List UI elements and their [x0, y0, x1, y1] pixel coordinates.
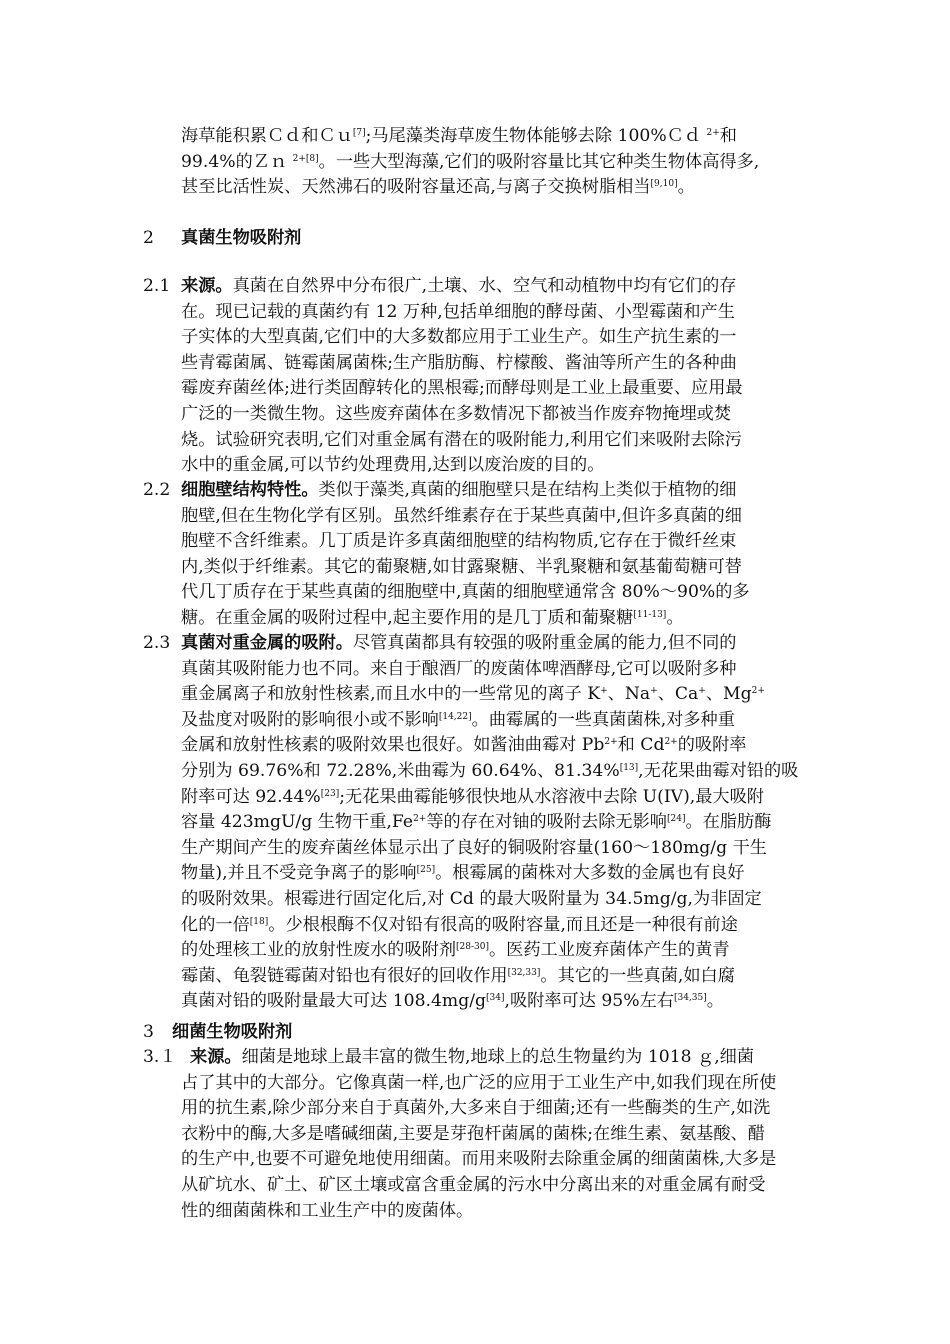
text-line — [181, 861, 744, 887]
text-segment: 。一些大型海藻,它们的吸附容量比其它种类生物体高得多, — [318, 151, 760, 172]
text-line — [181, 989, 724, 1015]
text-segment: 的处理核工业的放射性废水的吸附剂 — [181, 940, 457, 961]
text-line — [181, 887, 762, 913]
text-line — [181, 325, 736, 351]
text-segment: 、Na — [607, 684, 651, 705]
text-segment: 衣粉中的酶,大多是嗜碱细菌,主要是芽孢杆菌属的菌株;在维生素、氨基酸、醋 — [181, 1123, 765, 1144]
text-line — [181, 657, 736, 683]
superscript: [32,33] — [507, 967, 541, 978]
text-segment: 细菌是地球上最丰富的微生物,地球上的总生物量约为 1018 ｇ,细菌 — [241, 1047, 755, 1067]
text-segment: 。在脂肪酶 — [685, 812, 772, 833]
text-segment: 、Mg — [705, 684, 752, 705]
text-segment: 烧。试验研究表明,它们对重金属有潜在的吸附能力,利用它们来吸附去除污 — [181, 429, 742, 450]
text-line — [190, 1045, 754, 1071]
superscript: + — [600, 686, 608, 697]
text-line — [181, 964, 735, 990]
superscript: 2+ — [706, 128, 720, 138]
text-segment: ,无花果曲霉对铅的吸 — [638, 761, 799, 781]
text-segment: 真菌在自然界中分布很广,土壤、水、空气和动植物中均有它们的存 — [232, 276, 737, 296]
text-segment: 。 — [706, 991, 724, 1012]
text-line — [181, 810, 771, 836]
text-line — [181, 376, 743, 402]
text-line — [181, 1122, 765, 1148]
text-segment: 。 — [677, 177, 695, 198]
section-3-title: 细菌生物吸附剂 — [172, 1022, 293, 1042]
text-segment: 类似于藻类,真菌的细胞壁只是在结构上类似于植物的细 — [318, 480, 737, 500]
text-line — [181, 1096, 770, 1122]
text-segment: 真菌对铅的吸附量最大可达 108.4mg/g — [181, 991, 487, 1012]
text-line — [181, 606, 684, 632]
text-line — [181, 300, 735, 326]
subsection-number: 2.1 — [143, 276, 171, 296]
text-line — [181, 504, 742, 530]
text-segment: 从矿坑水、矿土、矿区土壤或富含重金属的污水中分离出来的对重金属有耐受 — [181, 1175, 766, 1195]
superscript: 2+ — [413, 814, 427, 825]
text-segment: 重金属离子和放射性核素,而且水中的一些常见的离子 K — [181, 684, 601, 705]
text-segment: 。医药工业废弃菌体产生的黄青 — [488, 940, 730, 961]
text-segment: 霉废弃菌丝体;进行类固醇转化的黑根霉;而酵母则是工业上最重要、应用最 — [181, 378, 743, 399]
superscript: [14,22] — [438, 711, 472, 722]
text-segment: 、Ca — [657, 684, 699, 705]
text-segment: 代几丁质存在于某些真菌的细胞壁中,真菌的细胞壁通常含 80%～90%的多 — [181, 582, 750, 603]
superscript: 2+ — [604, 737, 618, 748]
superscript: [13] — [619, 763, 639, 773]
text-line — [181, 631, 736, 657]
superscript: [7] — [352, 128, 366, 138]
text-line — [181, 555, 742, 581]
superscript: 2+ — [664, 737, 678, 748]
subsection-number: 2.2 — [143, 480, 171, 500]
text-segment: 和 Cd — [617, 735, 665, 756]
subsection-lead: 来源。 — [190, 1047, 242, 1067]
subsection-number: 3.１ — [143, 1047, 177, 1067]
text-segment: 的吸附率 — [677, 735, 747, 756]
text-segment: 99.4%的Ｚｎ — [181, 151, 293, 172]
text-segment: 。少根根酶不仅对铅有很高的吸附容量,而且还是一种很有前途 — [268, 914, 738, 935]
superscript: [18] — [249, 916, 269, 927]
subsection-number: 2.3 — [143, 633, 171, 653]
text-line — [181, 785, 764, 811]
text-segment: 广泛的一类微生物。这些废弃菌体在多数情况下都被当作废弃物掩埋或焚 — [181, 404, 732, 424]
text-line — [181, 124, 737, 150]
text-segment: 金属和放射性核素的吸附效果也很好。如酱油曲霉对 Pb — [181, 735, 605, 756]
text-segment: 容量 423mgU/g 生物干重,Fe — [181, 812, 414, 833]
text-segment: 。曲霉属的一些真菌菌株,对多种重 — [471, 709, 735, 730]
superscript: 2+ — [751, 686, 765, 697]
superscript: [25] — [416, 865, 436, 876]
text-line — [181, 1147, 776, 1173]
text-line — [181, 1199, 473, 1225]
text-line — [181, 529, 736, 555]
text-segment: ;无花果曲霉能够很快地从水溶液中去除 U(IV),最大吸附 — [339, 786, 764, 807]
subsection-lead: 真菌对重金属的吸附。 — [181, 633, 353, 653]
text-segment: 等的存在对铀的吸附去除无影响 — [426, 812, 667, 833]
text-segment: 在。现已记载的真菌约有 12 万种,包括单细胞的酵母菌、小型霉菌和产生 — [181, 301, 735, 322]
text-line — [181, 836, 767, 862]
superscript: [23] — [320, 788, 340, 799]
text-segment: 尽管真菌都具有较强的吸附重金属的能力,但不同的 — [352, 633, 737, 653]
text-segment: 海草能积累Ｃｄ和Ｃｕ — [181, 126, 353, 146]
text-line — [181, 175, 695, 201]
text-segment: 用的抗生素,除少部分来自于真菌外,大多来自于细菌;还有一些酶类的生产,如洗 — [181, 1098, 771, 1119]
superscript: [24] — [666, 814, 686, 825]
text-line — [181, 759, 798, 785]
superscript: [34] — [486, 993, 505, 1004]
text-line — [181, 453, 604, 479]
section-2-title: 真菌生物吸附剂 — [181, 228, 302, 248]
superscript: [9,10] — [650, 179, 678, 190]
text-segment: 生产期间产生的废弃菌丝体显示出了良好的铜吸附容量(160～180mg/g 干生 — [181, 837, 767, 858]
text-segment: 。其它的一些真菌,如白腐 — [540, 965, 735, 986]
text-segment: 的吸附效果。根霉进行固定化后,对 Cd 的最大吸附量为 34.5mg/g,为非固定 — [181, 889, 762, 909]
text-segment: 物量),并且不受竞争离子的影响 — [181, 863, 417, 884]
superscript: + — [650, 686, 658, 697]
text-line — [181, 274, 736, 300]
text-segment: 内,类似于纤维素。其它的葡聚糖,如甘露聚糖、半乳聚糖和氨基葡萄糖可替 — [181, 556, 742, 577]
text-segment: 甚至比活性炭、天然沸石的吸附容量还高,与离子交换树脂相当 — [181, 177, 651, 198]
superscript: [34,35] — [673, 993, 707, 1004]
text-segment: ,吸附率可达 95%左右 — [504, 991, 674, 1012]
text-segment: 附率可达 92.44% — [181, 786, 321, 807]
superscript: [11-13] — [633, 610, 667, 620]
text-line — [181, 1173, 765, 1199]
text-line — [181, 580, 750, 606]
text-line — [181, 913, 738, 939]
text-line — [181, 708, 735, 734]
text-line — [181, 402, 731, 428]
subsection-lead: 细胞壁结构特性。 — [181, 480, 319, 500]
text-line — [181, 938, 730, 964]
section-3-number: 3 — [143, 1022, 154, 1042]
text-line — [181, 478, 736, 504]
text-segment: 真菌其吸附能力也不同。来自于酿酒厂的废菌体啤酒酵母,它可以吸附多种 — [181, 658, 737, 679]
text-segment: 霉菌、龟裂链霉菌对铅也有很好的回收作用 — [181, 965, 508, 986]
text-segment: 子实体的大型真菌,它们中的大多数都应用于工业生产。如生产抗生素的一 — [181, 327, 737, 348]
text-segment: 水中的重金属,可以节约处理费用,达到以废治废的目的。 — [181, 455, 605, 476]
text-line — [181, 428, 742, 454]
text-segment: 及盐度对吸附的影响很小或不影响 — [181, 709, 439, 730]
text-segment: 的生产中,也要不可避免地使用细菌。而用来吸附去除重金属的细菌菌株,大多是 — [181, 1149, 777, 1170]
text-line — [181, 150, 759, 176]
text-segment: 些青霉菌属、链霉菌属菌株;生产脂肪酶、柠檬酸、酱油等所产生的各种曲 — [181, 352, 737, 373]
text-line — [181, 682, 765, 708]
text-segment: 糖。在重金属的吸附过程中,起主要作用的是几丁质和葡聚糖 — [181, 608, 634, 628]
text-line — [181, 351, 737, 377]
text-segment: 性的细菌菌株和工业生产中的废菌体。 — [181, 1200, 474, 1221]
text-segment: 。 — [666, 608, 684, 628]
superscript: 2+[8] — [292, 153, 319, 164]
text-segment: ;马尾藻类海草废生物体能够去除 100%Ｃｄ — [365, 126, 707, 146]
text-segment: 胞壁不含纤维素。几丁质是许多真菌细胞壁的结构物质,它存在于微纤丝束 — [181, 531, 737, 552]
text-line — [181, 733, 747, 759]
section-2-number: 2 — [143, 228, 154, 248]
text-segment: 分别为 69.76%和 72.28%,米曲霉为 60.64%、81.34% — [181, 761, 620, 781]
text-segment: 占了其中的大部分。它像真菌一样,也广泛的应用于工业生产中,如我们现在所使 — [181, 1072, 777, 1093]
superscript: + — [698, 686, 706, 697]
text-segment: 化的一倍 — [181, 914, 250, 935]
subsection-lead: 来源。 — [181, 276, 233, 296]
text-line — [181, 1071, 776, 1097]
text-segment: 。根霉属的菌株对大多数的金属也有良好 — [435, 863, 745, 884]
text-segment: 胞壁,但在生物化学有区别。虽然纤维素存在于某些真菌中,但许多真菌的细 — [181, 505, 742, 526]
superscript: [28-30] — [456, 942, 489, 953]
text-segment: 和 — [719, 126, 737, 146]
